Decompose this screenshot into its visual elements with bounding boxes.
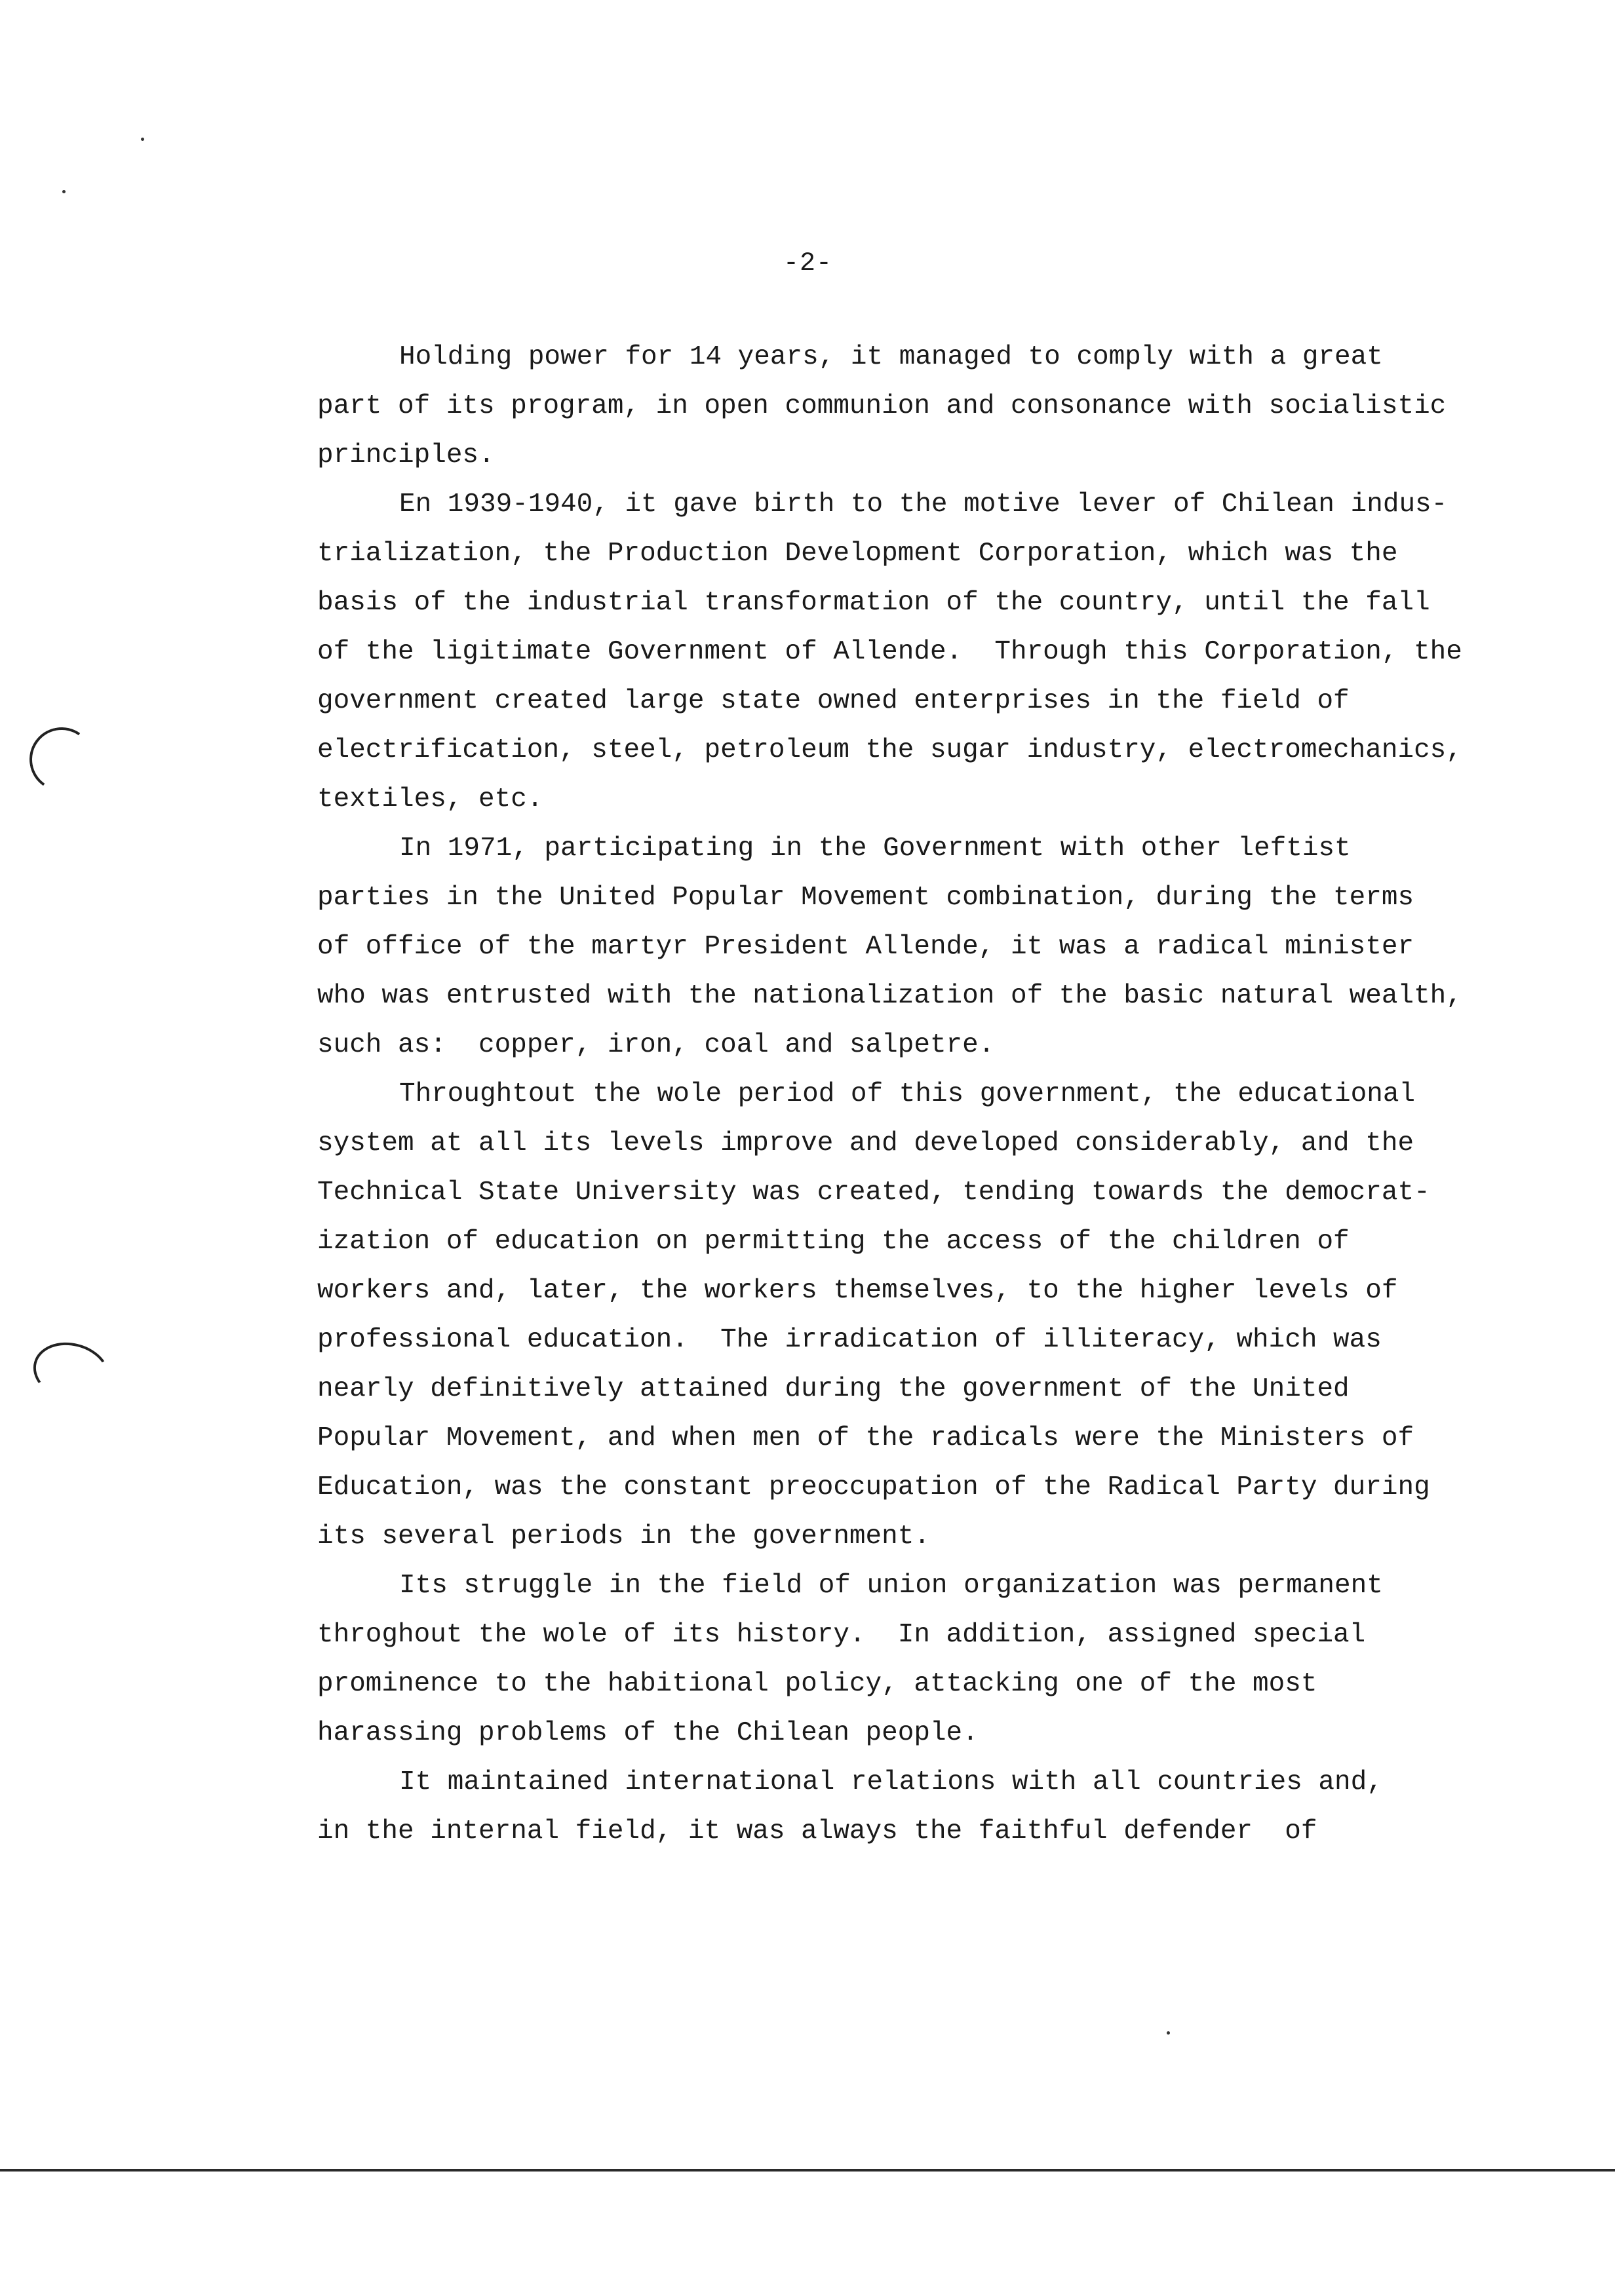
- paragraph-1: [317, 333, 1497, 480]
- text-line: such as: copper, iron, coal and salpetre.: [317, 1030, 995, 1060]
- paragraph-5: [317, 1561, 1497, 1758]
- text-line: basis of the industrial transformation of the country, until the fall: [317, 588, 1430, 618]
- punch-hole-mark: [27, 1334, 117, 1410]
- scan-speck: [1167, 2031, 1170, 2035]
- text-line: ization of education on permitting the access of the children of: [317, 1227, 1350, 1257]
- text-line: professional education. The irradication of illiteracy, which was: [317, 1325, 1382, 1355]
- text-line: It maintained international relations with all countries and,: [399, 1767, 1383, 1797]
- text-line: En 1939-1940, it gave birth to the motive lever of Chilean indus-: [399, 489, 1448, 520]
- text-line: prominence to the habitional policy, attacking one of the most: [317, 1669, 1317, 1699]
- text-line: trialization, the Production Development Corporation, which was the: [317, 539, 1398, 569]
- text-line: government created large state owned enterprises in the field of: [317, 686, 1350, 716]
- text-line: its several periods in the government.: [317, 1521, 930, 1552]
- scan-speck: [141, 138, 144, 141]
- text-line: parties in the United Popular Movement combination, during the terms: [317, 883, 1414, 913]
- text-line: of office of the martyr President Allende, it was a radical minister: [317, 932, 1414, 962]
- text-line: Education, was the constant preoccupation of the Radical Party during: [317, 1472, 1430, 1502]
- paragraph-2: [317, 480, 1497, 824]
- text-line: harassing problems of the Chilean people.: [317, 1718, 979, 1748]
- document-body: [317, 333, 1497, 1856]
- bottom-rule: [0, 2169, 1615, 2172]
- text-line: workers and, later, the workers themselves, to the higher levels of: [317, 1276, 1398, 1306]
- punch-hole-mark: [24, 722, 99, 797]
- text-line: part of its program, in open communion and consonance with socialistic: [317, 391, 1447, 421]
- text-line: principles.: [317, 440, 495, 470]
- paragraph-4: [317, 1070, 1497, 1561]
- text-line: system at all its levels improve and developed considerably, and the: [317, 1128, 1414, 1158]
- paragraph-6: [317, 1758, 1497, 1856]
- text-line: throghout the wole of its history. In addition, assigned special: [317, 1620, 1366, 1650]
- text-line: Throughtout the wole period of this government, the educational: [399, 1079, 1416, 1109]
- text-line: in the internal field, it was always the faithful defender of: [317, 1816, 1317, 1846]
- text-line: In 1971, participating in the Government with other leftist: [399, 833, 1351, 864]
- text-line: Technical State University was created, tending towards the democrat-: [317, 1177, 1430, 1208]
- text-line: of the ligitimate Government of Allende. Through this Corporation, the: [317, 637, 1462, 667]
- text-line: Popular Movement, and when men of the radicals were the Ministers of: [317, 1423, 1414, 1453]
- page-number: -2-: [783, 249, 833, 278]
- text-line: Its struggle in the field of union organization was permanent: [399, 1571, 1383, 1601]
- text-line: textiles, etc.: [317, 784, 543, 814]
- text-line: Holding power for 14 years, it managed to comply with a great: [399, 342, 1383, 372]
- paragraph-3: [317, 824, 1497, 1070]
- scan-speck: [62, 190, 66, 193]
- text-line: electrification, steel, petroleum the sugar industry, electromechanics,: [317, 735, 1462, 765]
- text-line: nearly definitively attained during the government of the United: [317, 1374, 1350, 1404]
- text-line: who was entrusted with the nationalization of the basic natural wealth,: [317, 981, 1462, 1011]
